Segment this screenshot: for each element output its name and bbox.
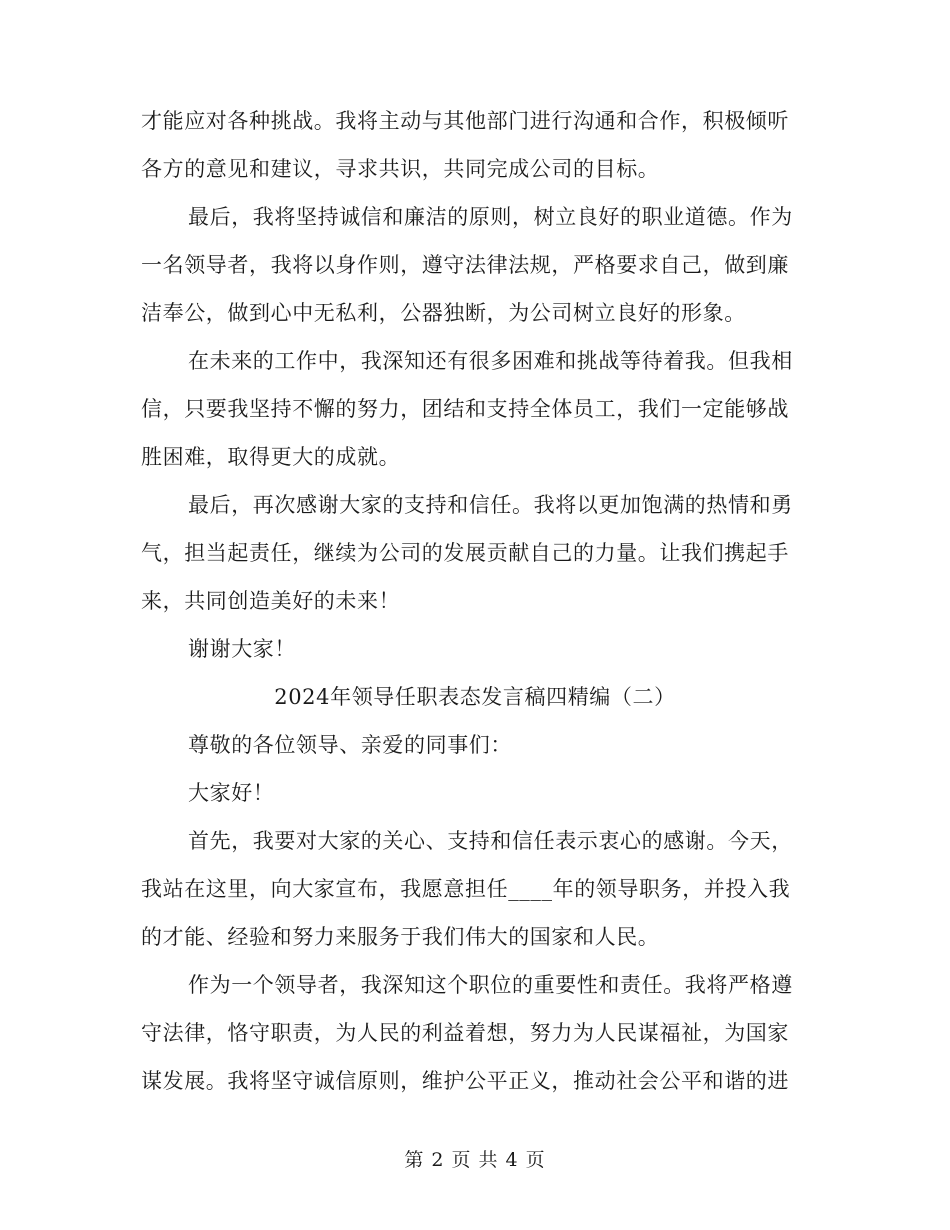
body-text-line: 各方的意见和建议，寻求共识，共同完成公司的目标。 [141,157,660,181]
salutation: 尊敬的各位领导、亲爱的同事们： [188,733,512,757]
body-text-line: 来，共同创造美好的未来！ [141,589,401,613]
closing-line: 谢谢大家！ [188,637,296,661]
body-text-line: 才能应对各种挑战。我将主动与其他部门进行沟通和合作，积极倾听 [141,109,789,133]
page-footer: 第 2 页 共 4 页 [404,1149,546,1171]
body-text-line: 胜困难，取得更大的成就。 [141,445,401,469]
paragraph-first-line: 作为一个领导者，我深知这个职位的重要性和责任。我将严格遵 [188,973,793,997]
paragraph-first-line: 最后，再次感谢大家的支持和信任。我将以更加饱满的热情和勇 [188,493,793,517]
body-text-line: 一名领导者，我将以身作则，遵守法律法规，严格要求自己，做到廉 [141,253,789,277]
body-text-line: 信，只要我坚持不懈的努力，团结和支持全体员工，我们一定能够战 [141,397,789,421]
section-title: 2024年领导任职表态发言稿四精编（二） [274,685,676,709]
paragraph-first-line: 在未来的工作中，我深知还有很多困难和挑战等待着我。但我相 [188,349,793,373]
body-text-line: 我站在这里，向大家宣布，我愿意担任____年的领导职务，并投入我 [141,877,791,901]
greeting: 大家好！ [188,781,275,805]
body-text-line: 守法律，恪守职责，为人民的利益着想，努力为人民谋福祉，为国家 [141,1021,789,1045]
body-text-line: 气，担当起责任，继续为公司的发展贡献自己的力量。让我们携起手 [141,541,789,565]
paragraph-first-line: 首先，我要对大家的关心、支持和信任表示衷心的感谢。今天， [188,829,793,853]
body-text-line: 洁奉公，做到心中无私利，公器独断，为公司树立良好的形象。 [141,301,746,325]
paragraph-first-line: 最后，我将坚持诚信和廉洁的原则，树立良好的职业道德。作为 [188,205,793,229]
body-text-line: 的才能、经验和努力来服务于我们伟大的国家和人民。 [141,925,660,949]
body-text-line: 谋发展。我将坚守诚信原则，维护公平正义，推动社会公平和谐的进 [141,1069,789,1093]
